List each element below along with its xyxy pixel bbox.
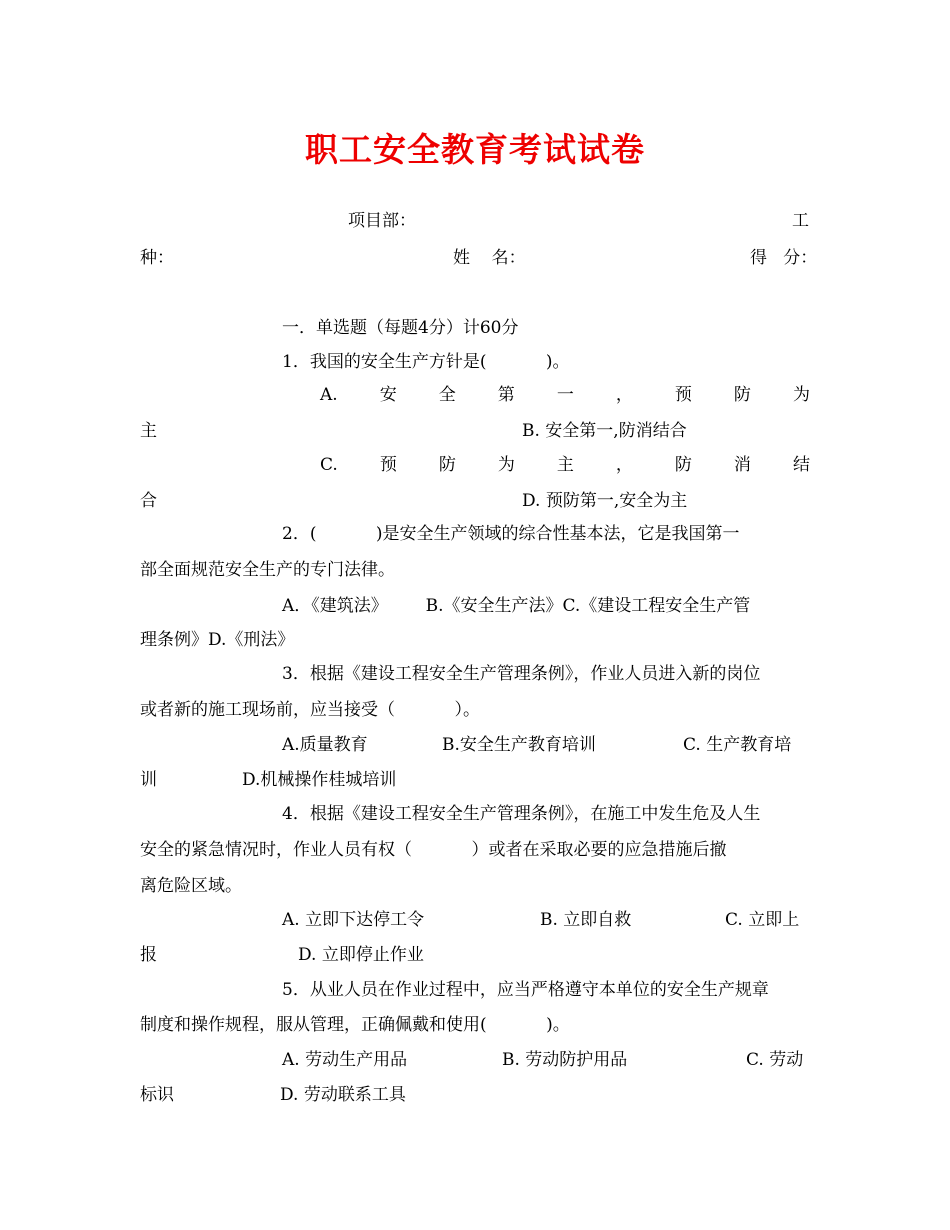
- question-3-option-a: A.质量教育: [282, 735, 368, 755]
- question-5-text-line1: 5．从业人员在作业过程中，应当严格遵守本单位的安全生产规章: [282, 980, 769, 1000]
- question-1-option-b: B. 安全第一,防消结合: [522, 421, 687, 441]
- option-char: 第: [497, 385, 515, 405]
- question-2-text-line1: 2．( )是安全生产领域的综合性基本法，它是我国第一: [282, 524, 740, 544]
- question-4-option-d: D. 立即停止作业: [298, 945, 424, 965]
- option-char: 结: [792, 455, 810, 475]
- question-4-option-a: A. 立即下达停工令: [282, 910, 425, 930]
- option-char: 全: [438, 385, 456, 405]
- question-4-text-line3: 离危险区域。: [140, 876, 242, 896]
- question-4-text-line2: 安全的紧急情况时，作业人员有权（ ）或者在采取必要的应急措施后撤: [140, 840, 727, 860]
- option-char: 防: [438, 455, 456, 475]
- option-char: 消: [733, 455, 751, 475]
- name-label: 姓 名：: [453, 248, 526, 268]
- question-5-option-c: C. 劳动: [746, 1050, 804, 1070]
- option-char: 预: [379, 455, 397, 475]
- score-label: 得 分：: [750, 248, 818, 268]
- question-3-option-c: C. 生产教育培: [683, 735, 792, 755]
- question-3-option-c-end: 训: [140, 770, 157, 790]
- page-title: 职工安全教育考试试卷: [305, 130, 645, 169]
- project-label: 项目部：: [348, 211, 416, 231]
- section-heading: 一．单选题（每题4分）计60分: [282, 318, 519, 338]
- option-char: 安: [379, 385, 397, 405]
- question-1-option-c: [320, 453, 810, 477]
- option-char: A.: [320, 385, 338, 405]
- question-5-option-b: B. 劳动防护用品: [502, 1050, 628, 1070]
- option-char: 为: [497, 455, 515, 475]
- question-4-text-line1: 4．根据《建设工程安全生产管理条例》，在施工中发生危及人生: [282, 804, 761, 824]
- option-char: ，: [615, 385, 633, 405]
- option-char: 预: [674, 385, 692, 405]
- worktype-label-part1: 工: [792, 211, 809, 231]
- option-char: 一: [556, 385, 574, 405]
- worktype-label-part2: 种：: [140, 248, 174, 268]
- option-char: 防: [674, 455, 692, 475]
- question-3-text-line1: 3．根据《建设工程安全生产管理条例》，作业人员进入新的岗位: [282, 664, 761, 684]
- question-1-option-a: [320, 383, 810, 407]
- option-char: 为: [792, 385, 810, 405]
- question-3-option-d: D.机械操作桂城培训: [242, 770, 397, 790]
- question-5-option-c-end: 标识: [140, 1085, 174, 1105]
- question-2-options-line2: 理条例》D.《刑法》: [140, 630, 295, 650]
- question-5-option-a: A. 劳动生产用品: [282, 1050, 408, 1070]
- option-char: 主: [556, 455, 574, 475]
- question-1-option-a-end: 主: [140, 421, 157, 441]
- question-4-option-b: B. 立即自救: [540, 910, 632, 930]
- option-char: C.: [320, 455, 338, 475]
- question-5-option-d: D. 劳动联系工具: [280, 1085, 406, 1105]
- question-2-options-line1: A．《建筑法》 B.《安全生产法》C.《建设工程安全生产管: [282, 596, 751, 616]
- question-1-option-d: D. 预防第一,安全为主: [522, 491, 688, 511]
- option-char: 防: [733, 385, 751, 405]
- question-1-text: 1．我国的安全生产方针是( )。: [282, 352, 570, 372]
- question-2-text-line2: 部全面规范安全生产的专门法律。: [140, 560, 395, 580]
- question-5-text-line2: 制度和操作规程，服从管理，正确佩戴和使用( )。: [140, 1015, 570, 1035]
- question-3-option-b: B.安全生产教育培训: [442, 735, 596, 755]
- question-4-option-c-end: 报: [140, 945, 157, 965]
- question-1-option-c-end: 合: [140, 491, 157, 511]
- question-3-text-line2: 或者新的施工现场前，应当接受（ ）。: [140, 700, 480, 720]
- question-4-option-c: C. 立即上: [725, 910, 800, 930]
- option-char: ，: [615, 455, 633, 475]
